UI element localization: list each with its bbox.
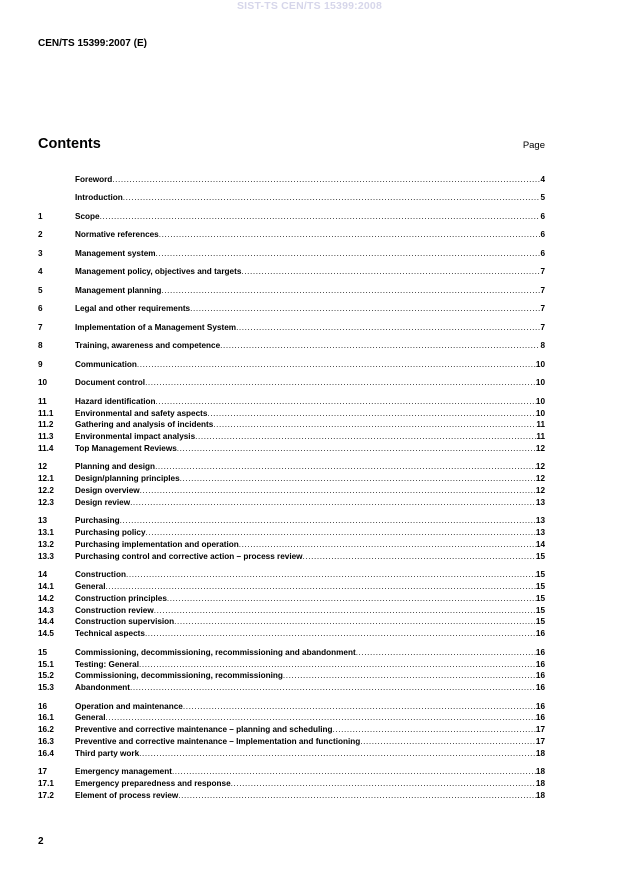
toc-group: [38, 377, 545, 389]
toc-group: [38, 192, 545, 204]
toc-entry-page: 10: [535, 396, 545, 406]
toc-entry-title: Management system: [75, 248, 156, 258]
toc-entry-title: Communication: [75, 359, 137, 369]
toc-entry-page: 18: [535, 790, 545, 800]
toc-entry-title: General: [75, 713, 106, 723]
toc-entry-title: Foreword: [75, 175, 113, 184]
toc-leader-dots: [239, 539, 536, 551]
toc-group: [38, 515, 545, 562]
toc-entry-title: Construction principles: [75, 593, 167, 603]
toc-group: [38, 340, 545, 352]
toc-entry-title: Environmental impact analysis: [75, 432, 196, 442]
toc-entry[interactable]: [38, 766, 545, 778]
toc-leader-dots: [213, 419, 536, 431]
toc-entry-title: Commissioning, decommissioning, recommissioning: [75, 671, 283, 681]
toc-entry[interactable]: [38, 581, 545, 593]
toc-leader-dots: [120, 515, 536, 527]
document-id: CEN/TS 15399:2007 (E): [38, 38, 147, 49]
toc-entry[interactable]: [38, 285, 545, 297]
toc-leader-dots: [236, 322, 540, 334]
toc-leader-dots: [183, 701, 536, 713]
toc-entry-number: 13.2: [38, 539, 54, 549]
toc-leader-dots: [126, 569, 536, 581]
toc-entry-title: Legal and other requirements: [75, 304, 191, 314]
toc-entry-number: 15.2: [38, 671, 54, 681]
toc-entry-number: 16.1: [38, 713, 54, 723]
toc-entry-page: 6: [540, 248, 545, 258]
toc-entry-title: Hazard identification: [75, 396, 156, 406]
toc-entry[interactable]: [38, 790, 545, 802]
toc-entry-title: Top Management Reviews: [75, 444, 177, 453]
toc-entry-page: 12: [535, 462, 545, 472]
toc-entry-title: Normative references: [75, 230, 159, 240]
toc-group: [38, 701, 545, 760]
toc-entry-title: Abandonment: [75, 683, 131, 693]
toc-entry[interactable]: [38, 408, 545, 420]
toc-leader-dots: [137, 359, 536, 371]
toc-entry[interactable]: [38, 647, 545, 659]
toc-entry-page: 11: [536, 432, 545, 442]
toc-leader-dots: [207, 408, 535, 420]
toc-entry-title: Purchasing: [75, 516, 120, 526]
toc-leader-dots: [156, 248, 541, 260]
toc-entry-number: 15.3: [38, 683, 54, 693]
toc-entry-page: 13: [535, 528, 545, 538]
toc-entry-title: Purchasing implementation and operation: [75, 539, 239, 549]
toc-entry-title: Implementation of a Management System: [75, 322, 237, 332]
toc-entry-title: Element of process review: [75, 790, 179, 800]
toc-entry-title: Management planning: [75, 285, 162, 295]
toc-entry-page: 13: [535, 516, 545, 526]
toc-leader-dots: [140, 485, 536, 497]
toc-group: [38, 285, 545, 297]
toc-entry-title: Environmental and safety aspects: [75, 408, 208, 418]
toc-leader-dots: [145, 377, 536, 389]
toc-group: [38, 322, 545, 334]
toc-entry-page: 7: [540, 322, 545, 332]
toc-leader-dots: [106, 712, 536, 724]
toc-entry[interactable]: [38, 682, 545, 694]
toc-entry[interactable]: [38, 322, 545, 334]
toc-entry-page: 12: [535, 444, 545, 453]
toc-leader-dots: [155, 461, 536, 473]
toc-entry-title: Document control: [75, 378, 146, 388]
toc-group: [38, 174, 545, 186]
toc-leader-dots: [360, 736, 536, 748]
toc-entry-page: 6: [540, 230, 545, 240]
toc-entry-page: 12: [535, 474, 545, 484]
table-of-contents: [38, 174, 545, 808]
toc-entry-number: 16.4: [38, 748, 54, 758]
toc-entry-number: 16.2: [38, 725, 54, 735]
toc-entry-title: Testing: General: [75, 659, 139, 669]
toc-entry-number: 12.2: [38, 486, 54, 496]
toc-entry-page: 7: [540, 285, 545, 295]
toc-leader-dots: [159, 229, 541, 241]
toc-entry-title: Preventive and corrective maintenance – planning and scheduling: [75, 725, 333, 735]
toc-entry-page: 15: [535, 593, 545, 603]
toc-entry[interactable]: [38, 551, 545, 563]
toc-entry-page: 7: [540, 304, 545, 314]
toc-leader-dots: [195, 431, 536, 443]
toc-group: [38, 266, 545, 278]
toc-entry-number: 11.1: [38, 408, 54, 418]
page-number: 2: [38, 836, 44, 847]
toc-entry[interactable]: [38, 431, 545, 443]
toc-entry-title: Technical aspects: [75, 629, 145, 639]
toc-entry-number: 14.1: [38, 582, 54, 592]
toc-group: [38, 359, 545, 371]
toc-entry-title: Operation and maintenance: [75, 701, 183, 711]
toc-entry-number: 17.2: [38, 790, 54, 800]
toc-entry-number: 14.2: [38, 593, 54, 603]
toc-entry-number: 16: [38, 701, 48, 711]
toc-group: [38, 461, 545, 508]
toc-group: [38, 396, 545, 455]
toc-group: [38, 211, 545, 223]
toc-entry[interactable]: [38, 527, 545, 539]
toc-leader-dots: [112, 174, 540, 186]
toc-entry[interactable]: [38, 593, 545, 605]
toc-leader-dots: [139, 748, 536, 760]
toc-entry-page: 4: [540, 175, 545, 184]
toc-entry-number: 10: [38, 378, 48, 388]
toc-entry-number: 11.2: [38, 420, 54, 430]
toc-entry[interactable]: [38, 174, 545, 186]
toc-entry-number: 14.5: [38, 629, 54, 639]
toc-entry[interactable]: [38, 569, 545, 581]
toc-entry-page: 10: [535, 378, 545, 388]
toc-entry-title: Design/planning principles: [75, 474, 180, 484]
toc-entry-title: Emergency preparedness and response: [75, 779, 231, 789]
toc-leader-dots: [231, 778, 536, 790]
toc-entry[interactable]: [38, 443, 545, 455]
toc-leader-dots: [333, 724, 536, 736]
toc-entry[interactable]: [38, 497, 545, 509]
toc-entry[interactable]: [38, 724, 545, 736]
toc-entry[interactable]: [38, 539, 545, 551]
toc-entry-title: Training, awareness and competence: [75, 341, 221, 351]
toc-group: [38, 303, 545, 315]
toc-leader-dots: [190, 303, 540, 315]
toc-entry-title: Third party work: [75, 748, 140, 758]
toc-leader-dots: [146, 527, 536, 539]
toc-entry-page: 18: [535, 767, 545, 777]
toc-entry[interactable]: [38, 748, 545, 760]
toc-entry-title: Gathering and analysis of incidents: [75, 420, 214, 430]
toc-entry[interactable]: [38, 515, 545, 527]
toc-entry-page: 15: [535, 570, 545, 580]
toc-entry-title: Design review: [75, 497, 131, 507]
toc-entry[interactable]: [38, 359, 545, 371]
toc-leader-dots: [283, 670, 536, 682]
toc-entry[interactable]: [38, 211, 545, 223]
toc-entry-page: 17: [535, 725, 545, 735]
toc-entry-title: Design overview: [75, 486, 140, 496]
toc-leader-dots: [100, 211, 541, 223]
toc-entry-page: 16: [535, 683, 545, 693]
toc-entry-number: 1: [38, 211, 43, 221]
toc-entry-number: 4: [38, 267, 43, 277]
toc-entry-number: 2: [38, 230, 43, 240]
toc-entry-page: 15: [535, 551, 545, 561]
toc-entry[interactable]: [38, 485, 545, 497]
toc-entry[interactable]: [38, 192, 545, 204]
toc-entry[interactable]: [38, 736, 545, 748]
toc-entry-title: Emergency management: [75, 767, 172, 777]
toc-entry-number: 14.3: [38, 605, 54, 615]
contents-heading: Contents: [38, 136, 101, 152]
toc-entry-number: 16.3: [38, 736, 54, 746]
toc-entry-page: 16: [535, 713, 545, 723]
toc-entry-page: 10: [535, 408, 545, 418]
toc-leader-dots: [123, 192, 541, 204]
toc-entry-page: 10: [535, 359, 545, 369]
toc-entry-number: 7: [38, 322, 43, 332]
toc-entry-page: 14: [535, 539, 545, 549]
toc-entry-number: 13: [38, 516, 48, 526]
toc-entry[interactable]: [38, 340, 545, 352]
toc-entry-page: 11: [536, 420, 545, 430]
toc-entry-page: 15: [535, 582, 545, 592]
watermark: SIST-TS CEN/TS 15399:2008: [236, 0, 383, 12]
toc-entry-page: 15: [535, 617, 545, 627]
toc-entry-number: 8: [38, 341, 43, 351]
toc-entry-number: 9: [38, 359, 43, 369]
toc-entry-number: 14: [38, 570, 48, 580]
toc-entry[interactable]: [38, 396, 545, 408]
toc-entry-title: Planning and design: [75, 462, 156, 472]
toc-entry-page: 16: [535, 629, 545, 639]
toc-entry-number: 17: [38, 767, 48, 777]
toc-leader-dots: [180, 473, 536, 485]
toc-entry-page: 16: [535, 671, 545, 681]
toc-leader-dots: [167, 593, 536, 605]
toc-leader-dots: [356, 647, 536, 659]
toc-leader-dots: [106, 581, 536, 593]
toc-entry-page: 7: [540, 267, 545, 277]
toc-group: [38, 229, 545, 241]
toc-entry-number: 5: [38, 285, 43, 295]
toc-entry-title: Introduction: [75, 193, 123, 203]
toc-entry-number: 12.1: [38, 474, 54, 484]
toc-entry[interactable]: [38, 248, 545, 260]
toc-leader-dots: [172, 766, 536, 778]
toc-leader-dots: [177, 443, 536, 455]
toc-entry[interactable]: [38, 778, 545, 790]
toc-entry[interactable]: [38, 628, 545, 640]
toc-group: [38, 647, 545, 694]
toc-entry-number: 6: [38, 304, 43, 314]
toc-entry-number: 15: [38, 647, 48, 657]
toc-entry-page: 16: [535, 701, 545, 711]
toc-leader-dots: [178, 790, 536, 802]
toc-entry[interactable]: [38, 605, 545, 617]
toc-entry[interactable]: [38, 712, 545, 724]
toc-entry-page: 16: [535, 659, 545, 669]
toc-entry[interactable]: [38, 419, 545, 431]
toc-entry[interactable]: [38, 229, 545, 241]
toc-entry[interactable]: [38, 659, 545, 671]
toc-entry-number: 15.1: [38, 659, 54, 669]
toc-entry-number: 11.3: [38, 432, 54, 442]
toc-group: [38, 569, 545, 640]
toc-entry-title: Construction supervision: [75, 617, 175, 627]
toc-entry[interactable]: [38, 473, 545, 485]
toc-entry-page: 5: [540, 193, 545, 203]
page-column-label: Page: [522, 140, 545, 151]
toc-leader-dots: [139, 659, 536, 671]
toc-leader-dots: [145, 628, 536, 640]
toc-entry[interactable]: [38, 377, 545, 389]
toc-entry-title: Purchasing control and corrective action – process review: [75, 551, 303, 561]
toc-entry-number: 3: [38, 248, 43, 258]
toc-entry-page: 15: [535, 605, 545, 615]
toc-entry[interactable]: [38, 303, 545, 315]
toc-entry-title: Commissioning, decommissioning, recommissioning and abandonment: [75, 647, 356, 657]
toc-entry-number: 13.3: [38, 551, 54, 561]
toc-leader-dots: [156, 396, 536, 408]
toc-leader-dots: [174, 616, 536, 628]
toc-entry-page: 18: [535, 748, 545, 758]
toc-entry-title: Construction: [75, 570, 126, 580]
toc-leader-dots: [130, 682, 536, 694]
toc-leader-dots: [154, 605, 536, 617]
toc-entry-number: 11.4: [38, 444, 54, 453]
toc-leader-dots: [241, 266, 540, 278]
toc-entry-title: Purchasing policy: [75, 528, 146, 538]
toc-entry-title: Management policy, objectives and targets: [75, 267, 242, 277]
toc-entry-title: Preventive and corrective maintenance – Implementation and functioning: [75, 736, 361, 746]
toc-group: [38, 248, 545, 260]
toc-entry-page: 17: [535, 736, 545, 746]
toc-entry[interactable]: [38, 701, 545, 713]
toc-entry-title: Construction review: [75, 605, 154, 615]
toc-entry-title: Scope: [75, 211, 100, 221]
toc-entry-number: 12: [38, 462, 48, 472]
toc-entry-number: 11: [38, 396, 47, 406]
toc-leader-dots: [130, 497, 536, 509]
toc-entry-number: 12.3: [38, 497, 54, 507]
toc-entry[interactable]: [38, 670, 545, 682]
toc-entry-title: General: [75, 582, 106, 592]
toc-entry-page: 8: [540, 341, 545, 351]
toc-entry-page: 16: [535, 647, 545, 657]
toc-leader-dots: [161, 285, 540, 297]
toc-entry[interactable]: [38, 461, 545, 473]
toc-entry[interactable]: [38, 616, 545, 628]
toc-entry-page: 13: [535, 497, 545, 507]
toc-entry-number: 14.4: [38, 617, 54, 627]
toc-group: [38, 766, 545, 801]
toc-leader-dots: [220, 340, 540, 352]
toc-leader-dots: [303, 551, 536, 563]
toc-entry-number: 13.1: [38, 528, 54, 538]
toc-entry[interactable]: [38, 266, 545, 278]
toc-entry-page: 12: [535, 486, 545, 496]
toc-entry-number: 17.1: [38, 779, 54, 789]
toc-entry-page: 6: [540, 211, 545, 221]
toc-entry-page: 18: [535, 779, 545, 789]
